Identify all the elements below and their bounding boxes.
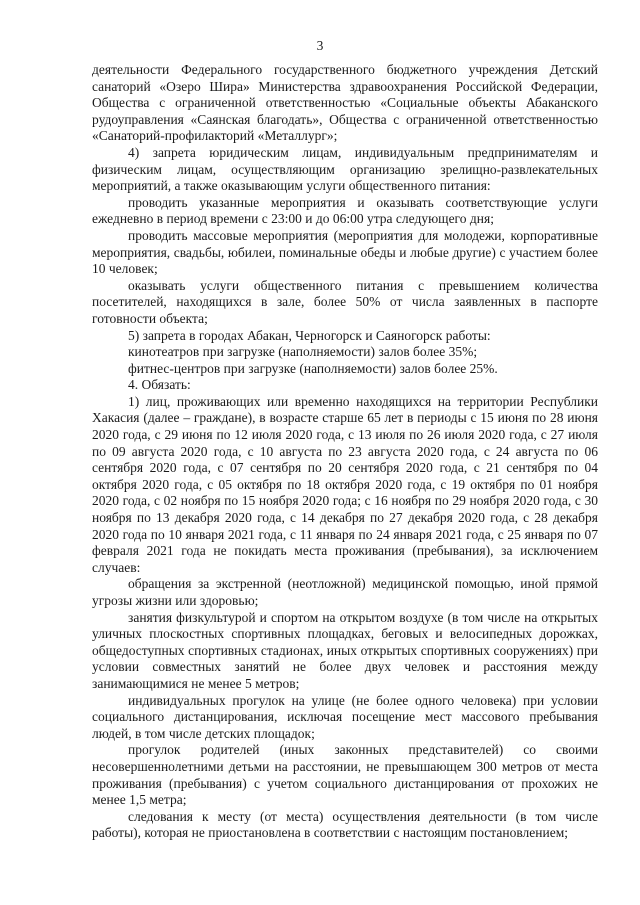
paragraph-cinemas: кинотеатров при загрузке (наполняемости) залов более 35%; [128, 344, 478, 360]
page-number: 3 [316, 38, 324, 53]
paragraph-walks-with-children: прогулок родителей (иных законных представителей) со своими несовершеннолетними детьми на расстоянии, не превышающем 300 метров от места проживания (пребывания) с учетом социального дистанцирования от прохожих не менее 1,5 метра; [92, 742, 598, 808]
paragraph-fitness-centers: фитнес-центров при загрузке (наполняемости) залов более 25%. [128, 360, 498, 376]
paragraph-outdoor-sports: занятия физкультурой и спортом на открытом воздухе (в том числе на открытых уличных плоскостных спортивных площадках, беговых и велосипедных дорожках, общедоступных спортивных стадионах, иных открытых спортивных сооружениях) при условии совместных занятий не более двух человек и расстояния между занимающимися не менее 5 метров; [92, 609, 598, 691]
section-heading-oblige: 4. Обязать: [128, 377, 191, 393]
paragraph-commute-to-work: следования к месту (от места) осуществления деятельности (в том числе работы), которая не приостановлена в соответствии с настоящим постановлением; [92, 808, 598, 841]
paragraph-item-4-entertainment-ban: 4) запрета юридическим лицам, индивидуальным предпринимателям и физическим лицам, осуществляющим организацию зрелищно-развлекательных мероприятий, а также оказывающим услуги общественного питания: [92, 144, 598, 194]
paragraph-medical-emergency: обращения за экстренной (неотложной) медицинской помощью, иной прямой угрозы жизни или здоровью; [92, 576, 598, 608]
paragraph-individual-walks: индивидуальных прогулок на улице (не более одного человека) при условии социального дистанцирования, исключая посещение мест массового пребывания людей, в том числе детских площадок; [92, 692, 598, 741]
paragraph-mass-events: проводить массовые мероприятия (мероприятия для молодежи, корпоративные мероприятия, свадьбы, юбилеи, поминальные обеды и любые другие) с участием более 10 человек; [92, 227, 598, 277]
paragraph-night-hours: проводить указанные мероприятия и оказывать соответствующие услуги ежедневно в период времени с 23:00 и до 06:00 утра следующего дня; [92, 194, 598, 227]
paragraph-catering-capacity: оказывать услуги общественного питания с превышением количества посетителей, находящихся в зале, более 50% от числа заявленных в паспорте готовности объекта; [92, 277, 598, 326]
paragraph-sanatorium-exceptions: деятельности Федерального государственного бюджетного учреждения Детский санаторий «Озеро Шира» Министерства здравоохранения Российской Федерации, Общества с ограниченной ответственностью «Социальные объекты Абаканского рудоуправления «Саянская благодать», Общества с ограниченной ответственностью «Санаторий-профилакторий «Металлург»; [92, 62, 598, 144]
paragraph-item-5-city-ban: 5) запрета в городах Абакан, Черногорск и Саяногорск работы: [128, 327, 491, 343]
document-body [92, 62, 598, 842]
paragraph-self-isolation-periods: 1) лиц, проживающих или временно находящихся на территории Республики Хакасия (далее – граждане), в возрасте старше 65 лет в периоды с 15 июня по 28 июня 2020 года, с 29 июня по 12 июля 2020 года, с 13 июля по 26 июля 2020 года, с 27 июля по 09 августа 2020 года, с 10 августа по 23 августа 2020 года, с 24 августа по 06 сентября 2020 года, с 07 сентября по 20 сентября 2020 года, с 21 сентября по 04 октября 2020 года, с 05 октября по 18 октября 2020 года, с 19 октября по 01 ноября 2020 года, с 02 ноября по 15 ноября 2020 года; с 16 ноября по 29 ноября 2020 года, с 30 ноября по 13 декабря 2020 года, с 14 декабря по 27 декабря 2020 года, с 28 декабря 2020 года по 10 января 2021 года, с 11 января по 24 января 2021 года, с 25 января по 07 февраля 2021 года не покидать места проживания (пребывания), за исключением случаев: [92, 393, 598, 575]
